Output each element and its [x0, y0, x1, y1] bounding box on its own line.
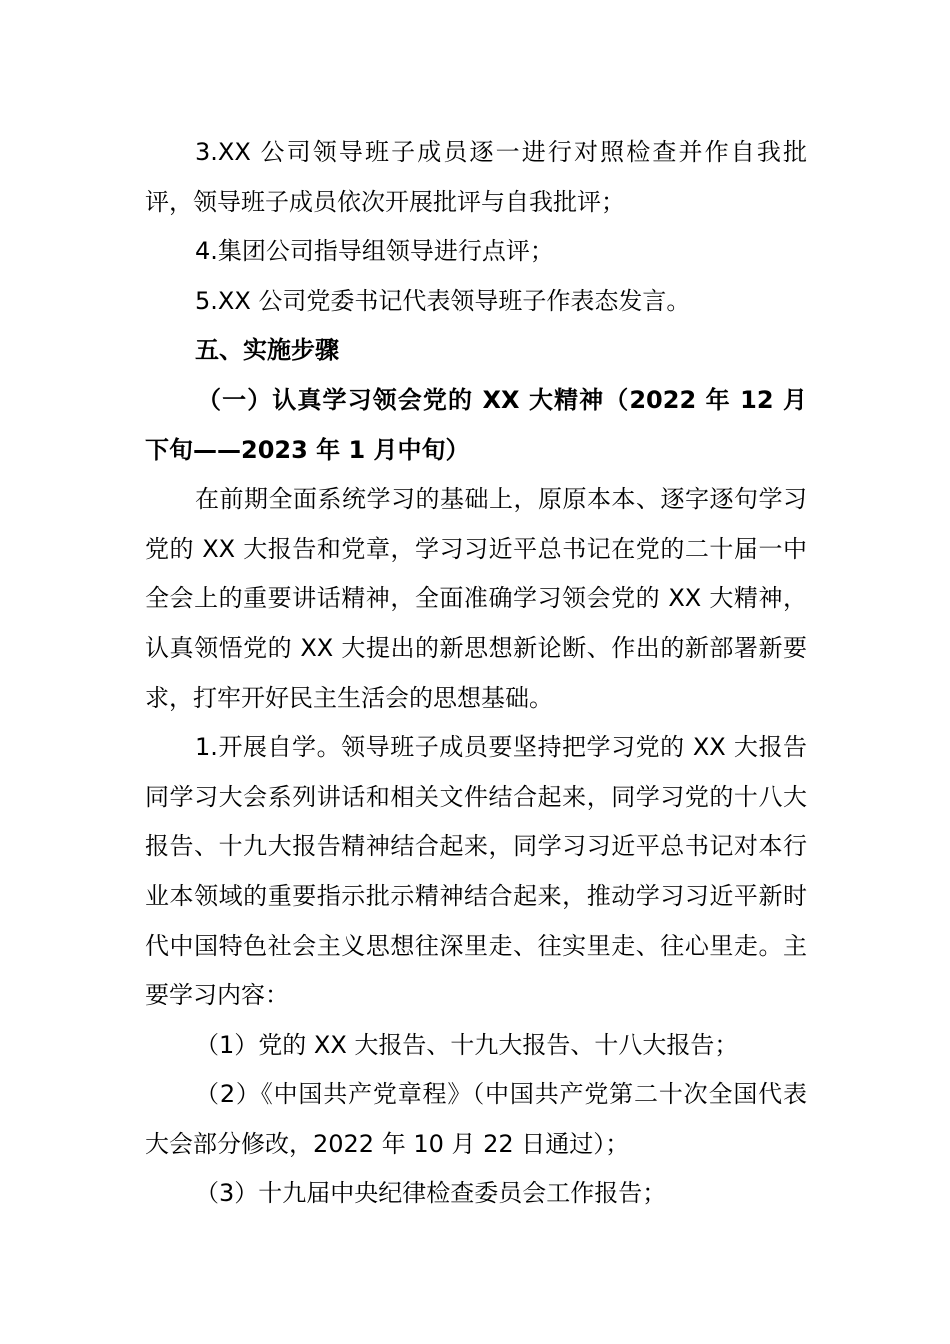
study-item-1: （1）党的 XX 大报告、十九大报告、十八大报告； [195, 1030, 739, 1059]
paragraph-item-3: 3.XX 公司领导班子成员逐一进行对照检查并作自我批评，领导班子成员依次开展批评与自我批评； [145, 138, 807, 216]
paragraph-item-4: 4.集团公司指导组领导进行点评； [195, 237, 554, 266]
body-paragraph: 在前期全面系统学习的基础上，原原本本、逐字逐句学习党的 XX 大报告和党章，学习习近平总书记在党的二十届一中全会上的重要讲话精神，全面准确学习领会党的 XX 大精神，认真领悟党的 XX 大提出的新思想新论断、作出的新部署新要求，打牢开好民主生活会的思想基础。 [145, 485, 807, 712]
study-item-2: （2）《中国共产党章程》（中国共产党第二十次全国代表大会部分修改，2022 年 10 月 22 日通过）； [145, 1080, 807, 1158]
section-heading: 五、实施步骤 [195, 336, 339, 365]
paragraph-item-5: 5.XX 公司党委书记代表领导班子作表态发言。 [195, 286, 691, 315]
self-study-paragraph: 1.开展自学。领导班子成员要坚持把学习党的 XX 大报告同学习大会系列讲话和相关文件结合起来，同学习党的十八大报告、十九大报告精神结合起来，同学习习近平总书记对本行业本领域的重要指示批示精神结合起来，推动学习习近平新时代中国特色社会主义思想往深里走、往实里走、往心里走。主要学习内容： [145, 733, 807, 1010]
subsection-heading: （一）认真学习领会党的 XX 大精神（2022 年 12 月下旬——2023 年 1 月中旬） [145, 385, 807, 464]
document-page [145, 128, 807, 1219]
study-item-3: （3）十九届中央纪律检查委员会工作报告； [195, 1179, 667, 1208]
